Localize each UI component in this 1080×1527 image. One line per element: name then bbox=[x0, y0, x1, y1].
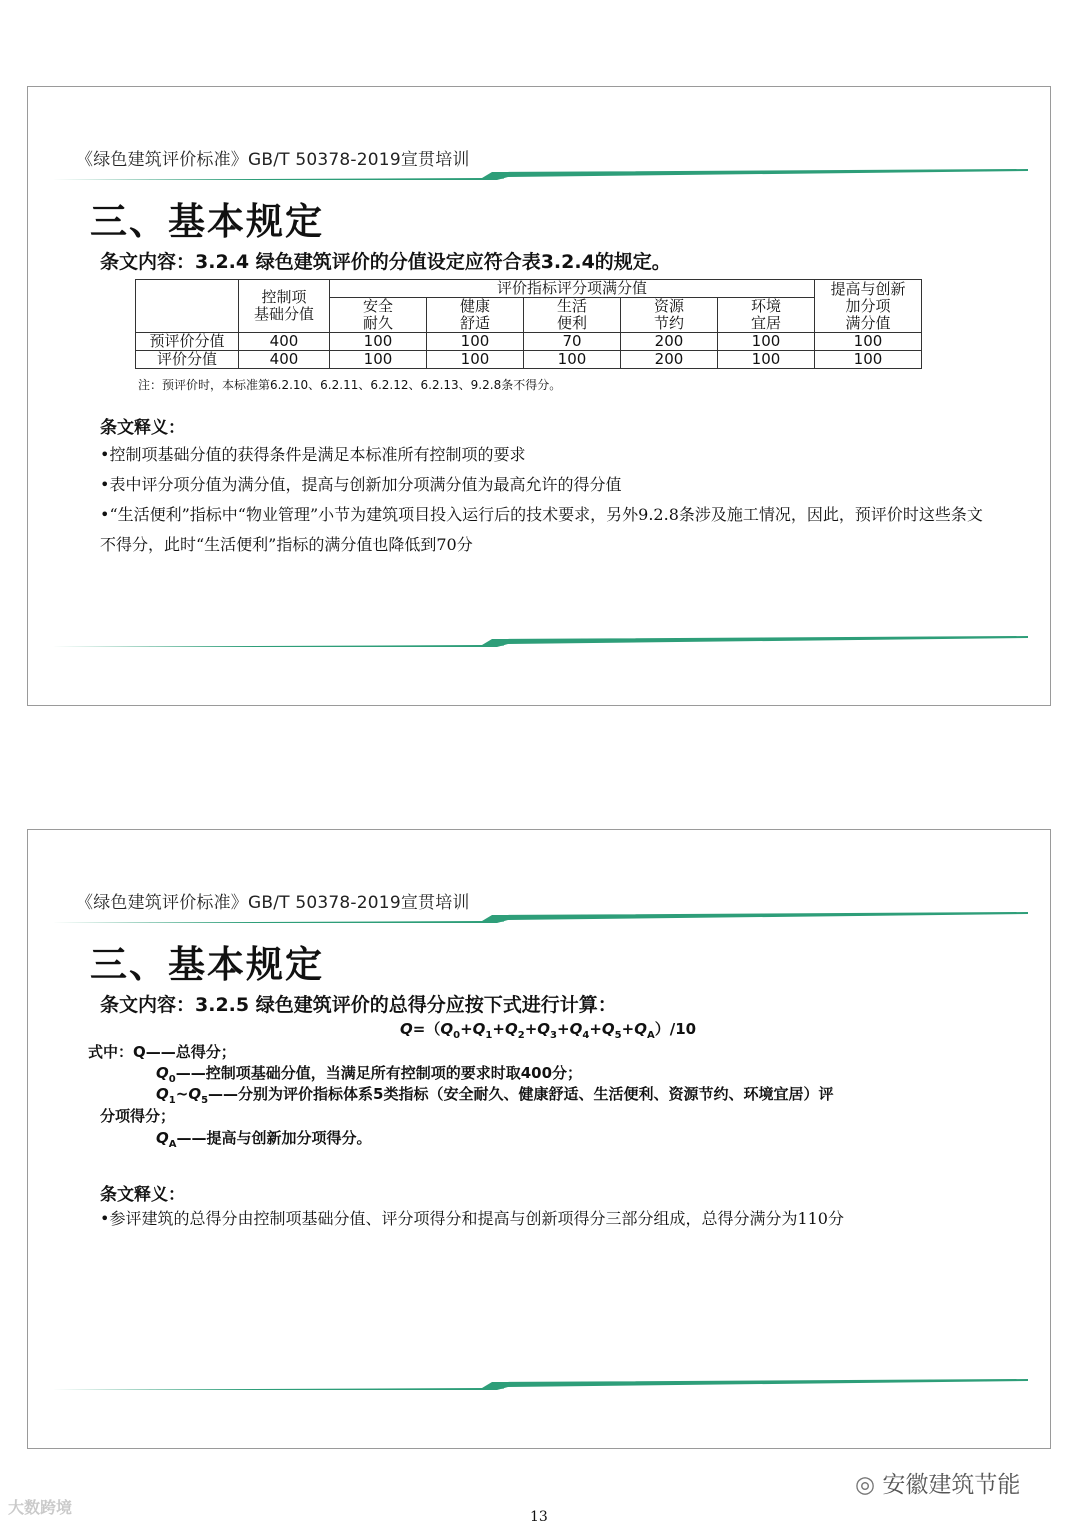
header-safe: 安全 耐久 bbox=[330, 298, 427, 333]
interpretation-heading: 条文释义： bbox=[100, 418, 185, 438]
def-line: $Q_1\sim Q_5——$分别为评价指标体系5类指标（安全耐久、健康舒适、生活便利、资源节约、环境宜居）评 bbox=[156, 1085, 834, 1106]
slide-header: 《绿色建筑评价标准》GB/T 50378-2019宣贯培训 bbox=[76, 150, 470, 170]
def-line: $Q_0——$控制项基础分值，当满足所有控制项的要求时取400分； bbox=[156, 1064, 583, 1085]
header-rule bbox=[52, 911, 1028, 923]
bullet-item: •控制项基础分值的获得条件是满足本标准所有控制项的要求 bbox=[100, 445, 526, 464]
footer-rule bbox=[52, 635, 1028, 647]
header-life: 生活 便利 bbox=[524, 298, 621, 333]
slide-2 bbox=[27, 829, 1051, 1449]
table-note: 注：预评价时，本标准第6.2.10、6.2.11、6.2.12、6.2.13、9.2.8条不得分。 bbox=[138, 378, 562, 392]
bullet-item: •表中评分项分值为满分值，提高与创新加分项满分值为最高允许的得分值 bbox=[100, 475, 622, 494]
def-line: 式中：Q——总得分； bbox=[88, 1043, 236, 1061]
page-title: 三、基本规定 bbox=[90, 200, 324, 243]
interpretation-heading: 条文释义： bbox=[100, 1185, 185, 1205]
wechat-icon: ◎ bbox=[855, 1472, 883, 1498]
bullet-item: •参评建筑的总得分由控制项基础分值、评分项得分和提高与创新项得分三部分组成，总得分满分为110分 bbox=[100, 1209, 844, 1228]
page-number: 13 bbox=[530, 1509, 548, 1525]
header-health: 健康 舒适 bbox=[427, 298, 524, 333]
header-control: 控制项 基础分值 bbox=[239, 280, 330, 333]
def-line: $Q_A——$提高与创新加分项得分。 bbox=[156, 1129, 372, 1150]
wechat-watermark: ◎ 安徽建筑节能 bbox=[855, 1472, 1021, 1498]
clause-content: 条文内容：3.2.4 绿色建筑评价的分值设定应符合表3.2.4的规定。 bbox=[100, 251, 671, 273]
table-row: 评价分值 400 100 100 100 200 100 100 bbox=[136, 351, 922, 369]
table-row: 预评价分值 400 100 100 70 200 100 100 bbox=[136, 333, 922, 351]
header-bonus: 提高与创新 加分项 满分值 bbox=[815, 280, 922, 333]
def-line: 分项得分； bbox=[100, 1107, 176, 1125]
corner-watermark: 大数跨境 bbox=[8, 1498, 73, 1517]
bullet-item: •“生活便利”指标中“物业管理”小节为建筑项目投入运行后的技术要求，另外9.2.8条涉及施工情况，因此，预评价时这些条文不得分，此时“生活便利”指标的满分值也降低到70分 bbox=[100, 505, 983, 554]
page-title: 三、基本规定 bbox=[90, 943, 324, 986]
slide-header: 《绿色建筑评价标准》GB/T 50378-2019宣贯培训 bbox=[76, 893, 470, 913]
score-table bbox=[135, 279, 922, 369]
header-resource: 资源 节约 bbox=[621, 298, 718, 333]
table-corner-cell bbox=[136, 280, 239, 333]
header-environment: 环境 宜居 bbox=[718, 298, 815, 333]
footer-rule bbox=[52, 1378, 1028, 1390]
header-group: 评价指标评分项满分值 bbox=[330, 280, 815, 298]
header-rule bbox=[52, 168, 1028, 180]
slide-1 bbox=[27, 86, 1051, 706]
score-formula: $Q=(Q_0+Q_1+Q_2+Q_3+Q_4+Q_5+Q_A)/10$ bbox=[400, 1020, 697, 1041]
clause-content: 条文内容：3.2.5 绿色建筑评价的总得分应按下式进行计算： bbox=[100, 994, 617, 1016]
